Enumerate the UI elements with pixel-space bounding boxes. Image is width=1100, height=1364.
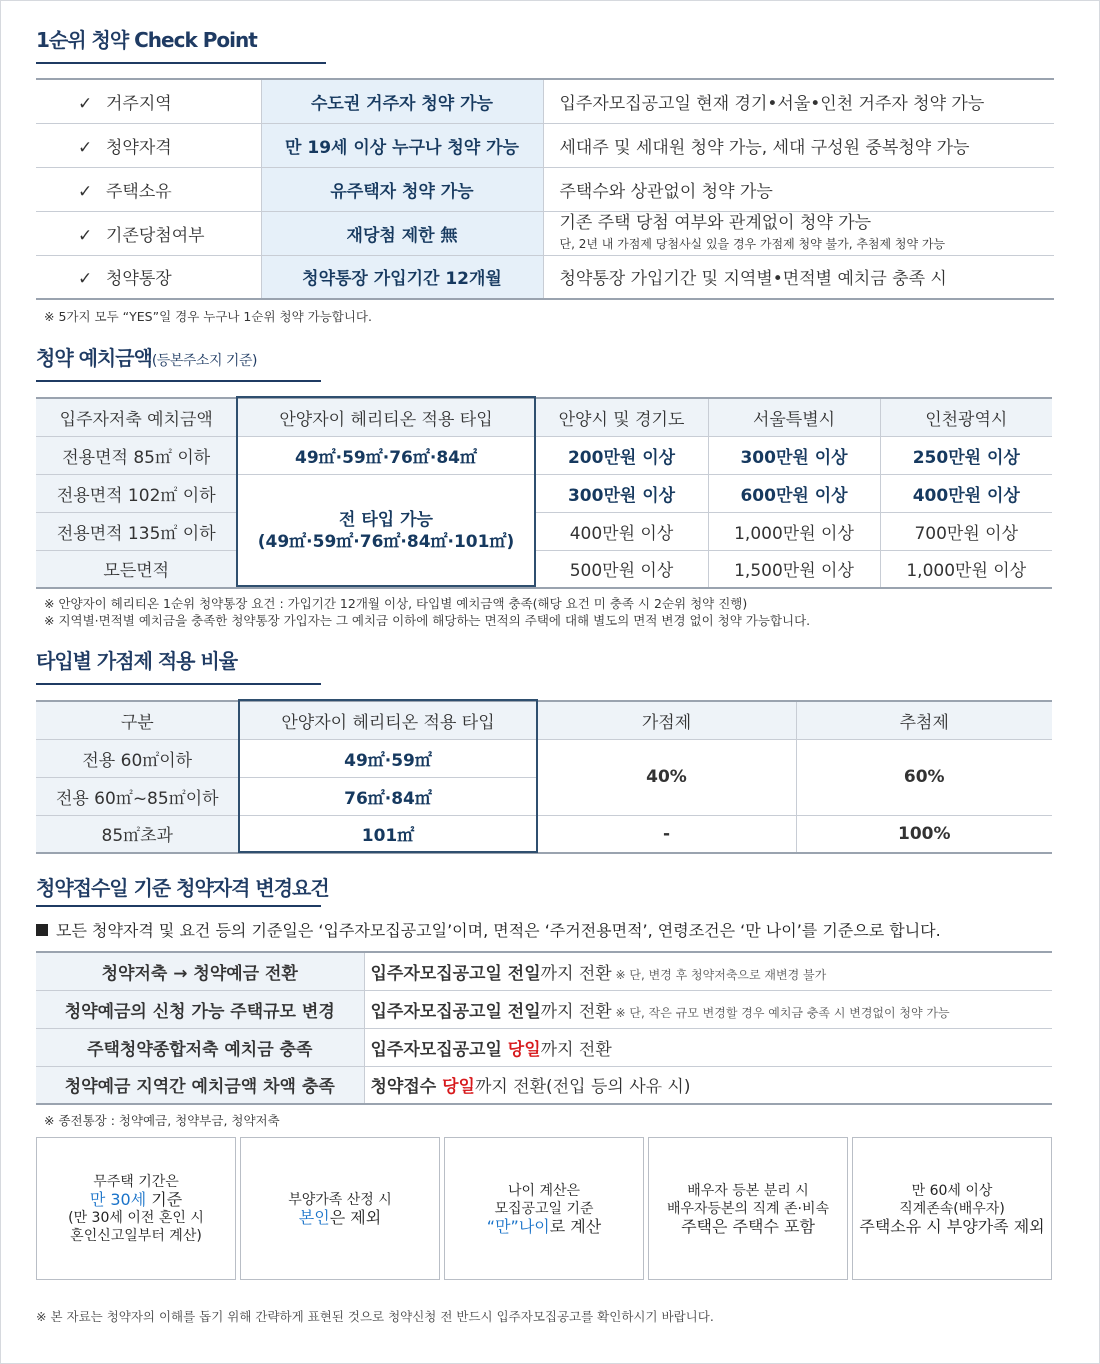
section4-note: ※ 종전통장 : 청약예금, 청약부금, 청약저축 [44, 1113, 280, 1128]
check-icon: ✓ [78, 225, 93, 246]
info-card: 나이 계산은 모집공고일 기준 “만”나이로 계산 [444, 1137, 644, 1280]
row-label: 주택소유 [106, 181, 172, 202]
square-bullet-icon [36, 924, 48, 936]
deposit-cell: 250만원 이상 [880, 436, 1052, 474]
row-key: 유주택자 청약 가능 [261, 167, 543, 211]
row-key: 만 19세 이상 누구나 청약 가능 [261, 123, 543, 167]
col-header: 입주자저축 예치금액 [36, 398, 237, 436]
deposit-cell: 1,000만원 이상 [880, 550, 1052, 588]
area-cell: 전용면적 135㎡ 이하 [36, 512, 237, 550]
area-cell: 전용 60㎡이하 [36, 739, 239, 777]
check-icon: ✓ [78, 93, 93, 114]
row-label: 청약예금의 신청 가능 주택규모 변경 [36, 990, 364, 1028]
checkpoint-table [36, 78, 1054, 300]
table-row: 청약저축 → 청약예금 전환 입주자모집공고일 전일까지 전환 ※ 단, 변경 후 청약저축으로 재변경 불가 [36, 952, 1052, 990]
point-cell: - [537, 815, 796, 853]
section3-title: 타입별 가점제 적용 비율 [36, 649, 238, 673]
deposit-cell: 400만원 이상 [880, 474, 1052, 512]
point-merged-cell: 40% [537, 739, 796, 815]
table-row: 청약예금 지역간 예치금액 차액 충족 청약접수 당일까지 전환(전입 등의 사유 시) [36, 1066, 1052, 1104]
section1-note: ※ 5가지 모두 “YES”일 경우 누구나 1순위 청약 가능합니다. [44, 309, 372, 324]
deposit-cell: 200만원 이상 [535, 436, 708, 474]
table-header-row [36, 701, 1052, 739]
section4-underline [36, 905, 321, 907]
col-header: 구분 [36, 701, 239, 739]
row-desc: 입주자모집공고일 현재 경기•서울•인천 거주자 청약 가능 [543, 79, 1054, 123]
row-label: 청약예금 지역간 예치금액 차액 충족 [36, 1066, 364, 1104]
deposit-cell: 600만원 이상 [708, 474, 880, 512]
area-cell: 전용 60㎡~85㎡이하 [36, 777, 239, 815]
col-header: 안양자이 헤리티온 적용 타입 [239, 701, 537, 739]
row-label: 기존당첨여부 [106, 225, 205, 246]
row-desc: 주택수와 상관없이 청약 가능 [543, 167, 1054, 211]
col-header: 서울특별시 [708, 398, 880, 436]
type-cell: 49㎡·59㎡ [239, 739, 537, 777]
change-table [36, 951, 1052, 1105]
info-card: 무주택 기간은 만 30세 기준 (만 30세 이전 혼인 시 혼인신고일부터 계산) [36, 1137, 236, 1280]
table-row [36, 815, 1052, 853]
col-header: 추첨제 [796, 701, 1052, 739]
type-cell: 49㎡·59㎡·76㎡·84㎡ [237, 436, 535, 474]
section4-intro: 모든 청약자격 및 요건 등의 기준일은 ‘입주자모집공고일’이며, 면적은 ‘주거전용면적’, 연령조건은 ‘만 나이’를 기준으로 합니다. [36, 918, 941, 941]
deposit-cell: 1,000만원 이상 [708, 512, 880, 550]
section2-underline [36, 380, 321, 382]
col-header: 안양시 및 경기도 [535, 398, 708, 436]
type-cell: 76㎡·84㎡ [239, 777, 537, 815]
info-card: 배우자 등본 분리 시 배우자등본의 직계 존·비속 주택은 주택수 포함 [648, 1137, 848, 1280]
lottery-cell: 100% [796, 815, 1052, 853]
row-label: 청약저축 → 청약예금 전환 [36, 952, 364, 990]
table-row [36, 474, 1052, 512]
table-header-row [36, 398, 1052, 436]
row-key: 재당첨 제한 無 [261, 211, 543, 255]
table-row [36, 436, 1052, 474]
table-row [36, 255, 1054, 299]
check-icon: ✓ [78, 181, 93, 202]
section4-title: 청약접수일 기준 청약자격 변경요건 [36, 876, 329, 900]
info-card: 부양가족 산정 시 본인은 제외 [240, 1137, 440, 1280]
area-cell: 전용면적 102㎡ 이하 [36, 474, 237, 512]
col-header: 안양자이 헤리티온 적용 타입 [237, 398, 535, 436]
row-desc: 청약통장 가입기간 및 지역별•면적별 예치금 충족 시 [543, 255, 1054, 299]
type-cell: 101㎡ [239, 815, 537, 853]
area-cell: 85㎡초과 [36, 815, 239, 853]
row-key: 수도권 거주자 청약 가능 [261, 79, 543, 123]
deposit-cell: 400만원 이상 [535, 512, 708, 550]
check-icon: ✓ [78, 137, 93, 158]
footer-note: ※ 본 자료는 청약자의 이해를 돕기 위해 간략하게 표현된 것으로 청약신청 전 반드시 입주자모집공고를 확인하시기 바랍니다. [36, 1309, 714, 1324]
ratio-table [36, 700, 1052, 854]
section1-underline [36, 62, 326, 64]
row-key: 청약통장 가입기간 12개월 [261, 255, 543, 299]
row-label: 청약통장 [106, 269, 172, 290]
col-header: 인천광역시 [880, 398, 1052, 436]
table-row [36, 211, 1054, 255]
row-label: 거주지역 [106, 93, 172, 114]
row-desc: 기존 주택 당첨 여부와 관계없이 청약 가능 [559, 213, 872, 233]
section2-note1: ※ 안양자이 헤리티온 1순위 청약통장 요건 : 가입기간 12개월 이상, 타입별 예치금액 충족(해당 요건 미 충족 시 2순위 청약 진행) [44, 596, 748, 611]
section1-title: 1순위 청약 Check Point [36, 28, 257, 52]
deposit-cell: 700만원 이상 [880, 512, 1052, 550]
deposit-cell: 1,500만원 이상 [708, 550, 880, 588]
area-cell: 전용면적 85㎡ 이하 [36, 436, 237, 474]
area-cell: 모든면적 [36, 550, 237, 588]
section3-underline [36, 683, 321, 685]
section2-title-sub: (등본주소지 기준) [151, 353, 257, 369]
lottery-merged-cell: 60% [796, 739, 1052, 815]
table-row [36, 512, 1052, 550]
info-card: 만 60세 이상 직계존속(배우자) 주택소유 시 부양가족 제외 [852, 1137, 1052, 1280]
row-label: 주택청약종합저축 예치금 충족 [36, 1028, 364, 1066]
row-desc-sub: 단, 2년 내 가점제 당첨사실 있을 경우 가점제 청약 불가, 추첨제 청약 가능 [559, 237, 946, 251]
table-row [36, 79, 1054, 123]
table-row [36, 123, 1054, 167]
deposit-cell: 500만원 이상 [535, 550, 708, 588]
table-row [36, 739, 1052, 777]
section2-title: 청약 예치금액(등본주소지 기준) [36, 346, 257, 370]
table-row: 청약예금의 신청 가능 주택규모 변경 입주자모집공고일 전일까지 전환 ※ 단, 작은 규모 변경할 경우 예치금 충족 시 변경없이 청약 가능 [36, 990, 1052, 1028]
type-merged-cell: 전 타입 가능 (49㎡·59㎡·76㎡·84㎡·101㎡) [237, 474, 535, 588]
table-row [36, 167, 1054, 211]
check-icon: ✓ [78, 269, 93, 290]
deposit-cell: 300만원 이상 [535, 474, 708, 512]
deposit-table [36, 397, 1052, 589]
deposit-cell: 300만원 이상 [708, 436, 880, 474]
row-desc: 세대주 및 세대원 청약 가능, 세대 구성원 중복청약 가능 [543, 123, 1054, 167]
table-row [36, 550, 1052, 588]
row-label: 청약자격 [106, 137, 172, 158]
table-row: 주택청약종합저축 예치금 충족 입주자모집공고일 당일까지 전환 [36, 1028, 1052, 1066]
section2-note2: ※ 지역별·면적별 예치금을 충족한 청약통장 가입자는 그 예치금 이하에 해당하는 면적의 주택에 대해 별도의 면적 변경 없이 청약 가능합니다. [44, 613, 811, 628]
col-header: 가점제 [537, 701, 796, 739]
